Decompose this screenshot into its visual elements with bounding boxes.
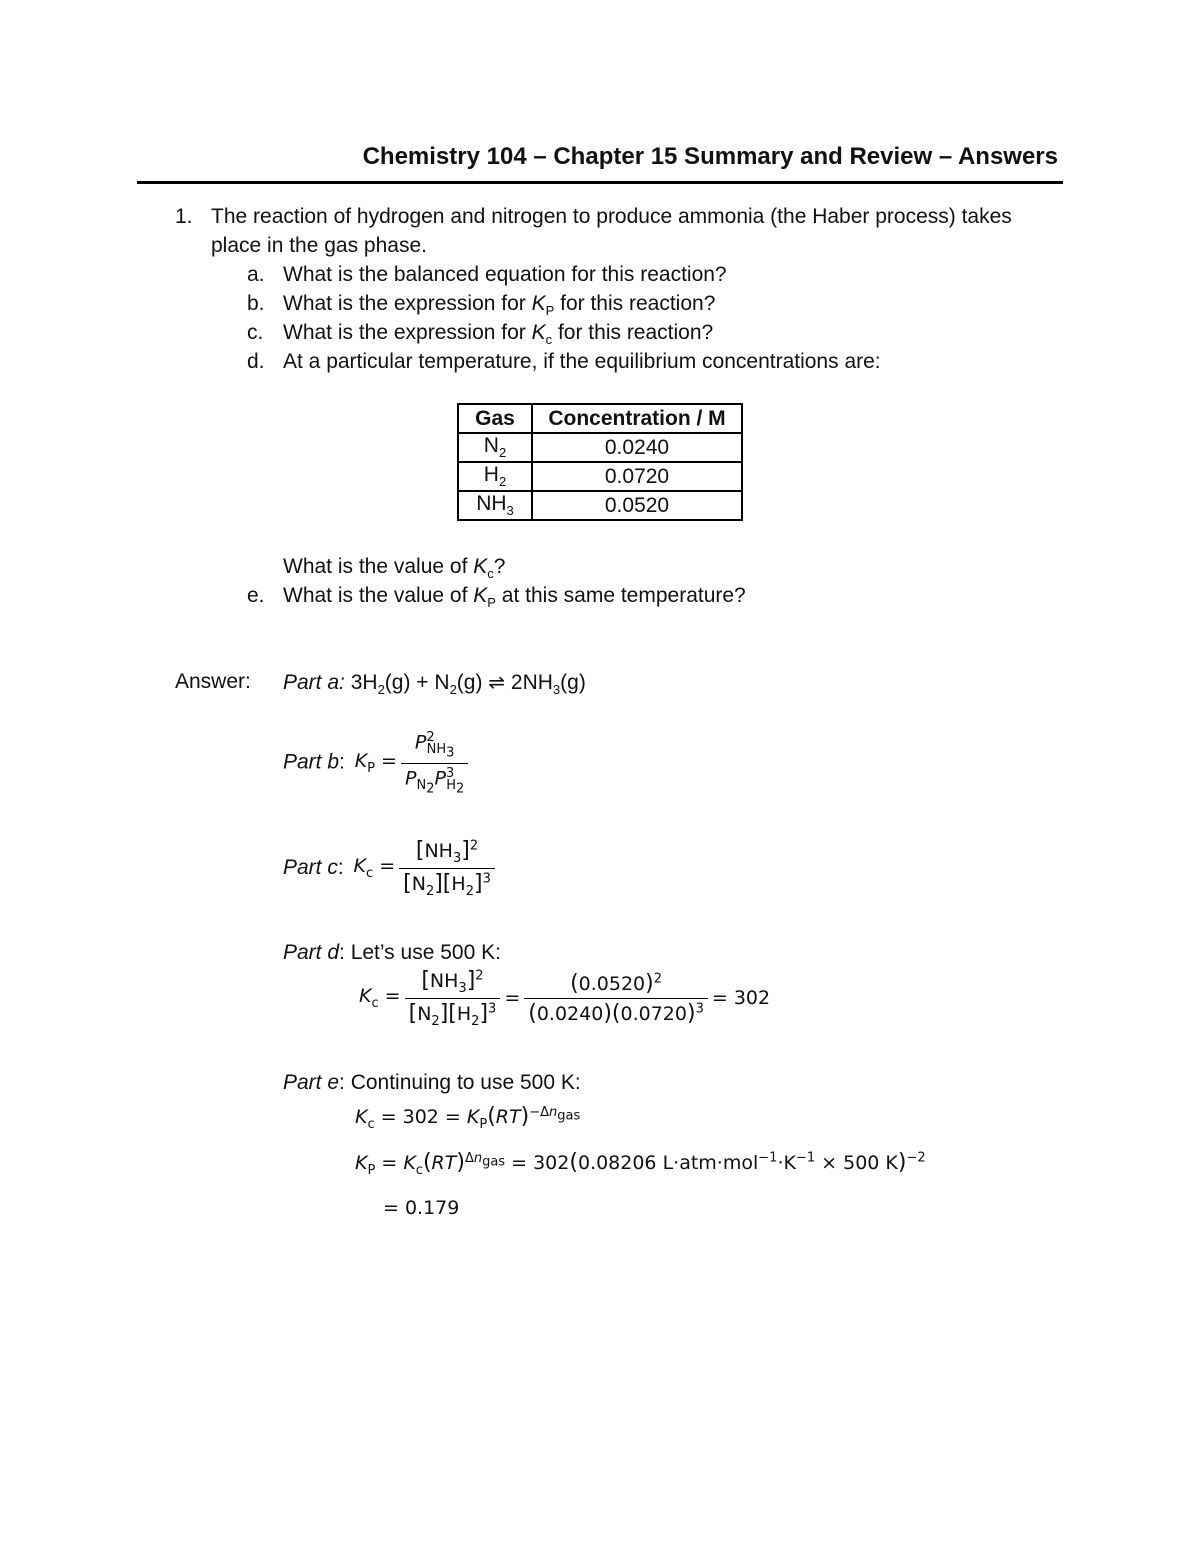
table-cell-gas: $NH_3$	[458, 491, 532, 520]
part-e-text: What is the value of $K_P$ at this same temperature?	[283, 584, 746, 611]
concentration-table	[457, 403, 743, 521]
title-rule	[137, 181, 1063, 184]
answer-part-c: Part c: $K_c$ = $\frac{[NH_3]^2}{[N_2][H_2]^3}$	[283, 838, 495, 899]
question-stem-line2: place in the gas phase.	[211, 234, 427, 257]
answer-label: Answer:	[175, 670, 251, 693]
part-c-letter: c.	[247, 321, 264, 344]
answer-part-e-result: = 0.179	[383, 1197, 460, 1219]
table-header-row	[458, 404, 742, 433]
question-stem-line1: The reaction of hydrogen and nitrogen to produce ammonia (the Haber process) takes	[211, 205, 1012, 228]
part-d-text: At a particular temperature, if the equilibrium concentrations are:	[283, 350, 881, 373]
table-row	[458, 433, 742, 462]
part-c-text: What is the expression for $K_c$ for this reaction?	[283, 321, 714, 348]
part-d-letter: d.	[247, 350, 265, 373]
kp-fraction: $\frac{P^2_{NH_3}}{P_{N_2}P^3_{H_2}}$	[401, 730, 468, 796]
table-row	[458, 491, 742, 520]
table-cell-value: 0.0520	[532, 491, 742, 520]
table-cell-value: 0.0720	[532, 462, 742, 491]
part-a-letter: a.	[247, 263, 265, 286]
part-b-letter: b.	[247, 292, 265, 315]
question-number: 1.	[175, 205, 193, 228]
part-b-text: What is the expression for $K_P$ for this reaction?	[283, 292, 716, 319]
answer-part-e-line1: $K_c = 302 = K_P(RT)^{-\Delta n_{gas}}$	[355, 1104, 581, 1132]
table-cell-gas: $N_2$	[458, 433, 532, 462]
table-cell-gas: $H_2$	[458, 462, 532, 491]
answer-part-d-equation: $K_c$ = $\frac{[NH_3]^2}{[N_2][H_2]^3}$ = $\frac{(0.0520)^2}{(0.0240)(0.0720)^3}$ = 302	[359, 968, 771, 1029]
answer-part-e-line2: $K_P = K_c(RT)^{\Delta n_{gas}} = 302(0.08206$ $L\cdot atm\cdot mol^{-1}\cdot K^{-1} \times 500$ K)$^{-2}$	[355, 1150, 926, 1178]
answer-part-a: Part a: $3H_2(g) + N_2(g)$ ⇌ $2NH_3(g)$	[283, 671, 586, 698]
answer-part-d-heading: Part d: Let’s use 500 K:	[283, 941, 501, 964]
page-title: Chemistry 104 – Chapter 15 Summary and Review – Answers	[362, 143, 1058, 170]
table-header-gas: Gas	[458, 404, 532, 433]
table-cell-value: 0.0240	[532, 433, 742, 462]
table-row	[458, 462, 742, 491]
table-header-concentration: Concentration / M	[532, 404, 742, 433]
answer-part-e-heading: Part e: Continuing to use 500 K:	[283, 1071, 581, 1094]
part-a-text: What is the balanced equation for this reaction?	[283, 263, 727, 286]
kc-fraction: $\frac{[NH_3]^2}{[N_2][H_2]^3}$	[399, 838, 495, 899]
part-e-letter: e.	[247, 584, 265, 607]
part-d-followup: What is the value of $K_c$?	[283, 555, 506, 582]
answer-part-b: Part b: $K_P$ = $\frac{P^2_{NH_3}}{P_{N_2}P^3_{H_2}}$	[283, 730, 468, 796]
equilibrium-arrow-icon: ⇌	[488, 672, 506, 694]
